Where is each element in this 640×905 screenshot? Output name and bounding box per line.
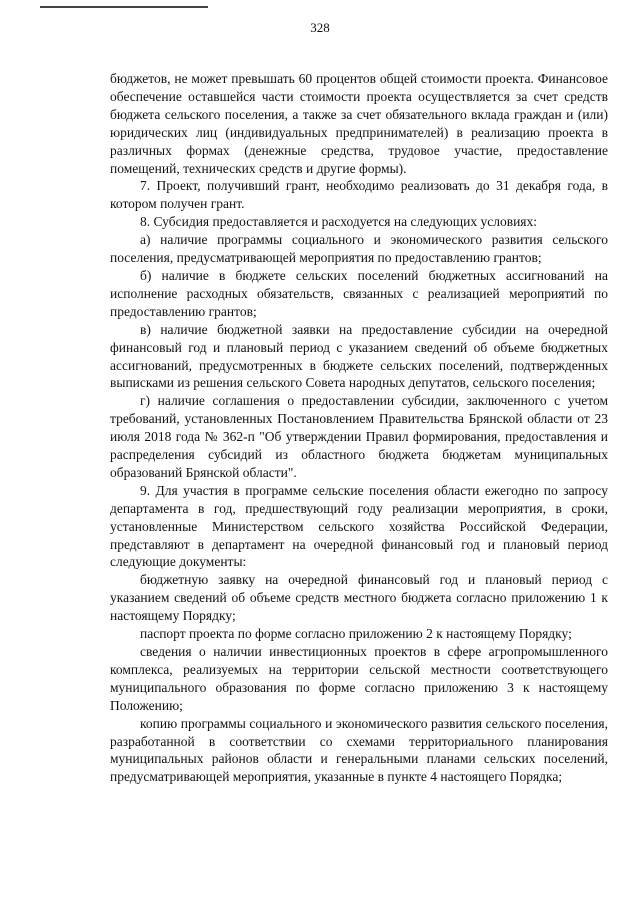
paragraph: в) наличие бюджетной заявки на предоставление субсидии на очередной финансовый год и плановый период с указанием сведений об объеме бюджетных ассигнований, предусмотренных в бюджете сельских поселений, подтвержденных выписками из решения сельского Совета народных депутатов, сельского поселения;: [110, 321, 608, 391]
paragraph: сведения о наличии инвестиционных проектов в сфере агропромышленного комплекса, реализуемых на территории сельской местности соответствующего муниципального образования по форме согласно приложению 3 к настоящему Положению;: [110, 644, 608, 713]
top-scan-line: [40, 6, 208, 8]
paragraph: 7. Проект, получивший грант, необходимо реализовать до 31 декабря года, в котором получен грант.: [110, 178, 608, 212]
paragraph: бюджетную заявку на очередной финансовый год и плановый период с указанием сведений об объеме средств местного бюджета согласно приложению 1 к настоящему Порядку;: [110, 572, 608, 624]
paragraph: 9. Для участия в программе сельские поселения области ежегодно по запросу департамента в год, предшествующий году реализации мероприятия, в сроки, установленные Министерством сельского хозяйства Российской Федерации, представляют в департамент на очередной финансовый год и плановый период следующие документы:: [110, 482, 608, 570]
paragraph: паспорт проекта по форме согласно приложению 2 к настоящему Порядку;: [140, 626, 572, 642]
paragraph: г) наличие соглашения о предоставлении субсидии, заключенного с учетом требований, установленных Постановлением Правительства Брянской области от 23 июля 2018 года № 362-п "Об утверждении Правил формирования, предоставления и распределения субсидий из областного бюджета бюджетам муниципальных образований Брянской области".: [110, 393, 608, 480]
paragraph: копию программы социального и экономического развития сельского поселения, разработанной в соответствии со схемами территориального планирования муниципальных районов области и генеральными планами сельских поселений, предусматривающей мероприятия, указанные в пункте 4 настоящего Порядка;: [110, 715, 608, 785]
document-body: [110, 70, 608, 786]
paragraph: а) наличие программы социального и экономического развития сельского поселения, предусматривающей мероприятия по предоставлению грантов;: [110, 232, 608, 266]
paragraph: бюджетов, не может превышать 60 процентов общей стоимости проекта. Финансовое обеспечение оставшейся части стоимости проекта осуществляется за счет средств бюджета сельского поселения, а также за счет обязательного вклада граждан и (или) юридических лиц (индивидуальных предпринимателей) в реализацию проекта в различных формах (денежные средства, трудовое участие, предоставление помещений, технических средств и другие формы).: [110, 71, 608, 176]
page-number: 328: [310, 20, 330, 35]
paragraph: б) наличие в бюджете сельских поселений бюджетных ассигнований на исполнение расходных обязательств, связанных с реализацией мероприятий по предоставлению грантов;: [110, 267, 608, 319]
paragraph: 8. Субсидия предоставляется и расходуется на следующих условиях:: [140, 214, 538, 230]
